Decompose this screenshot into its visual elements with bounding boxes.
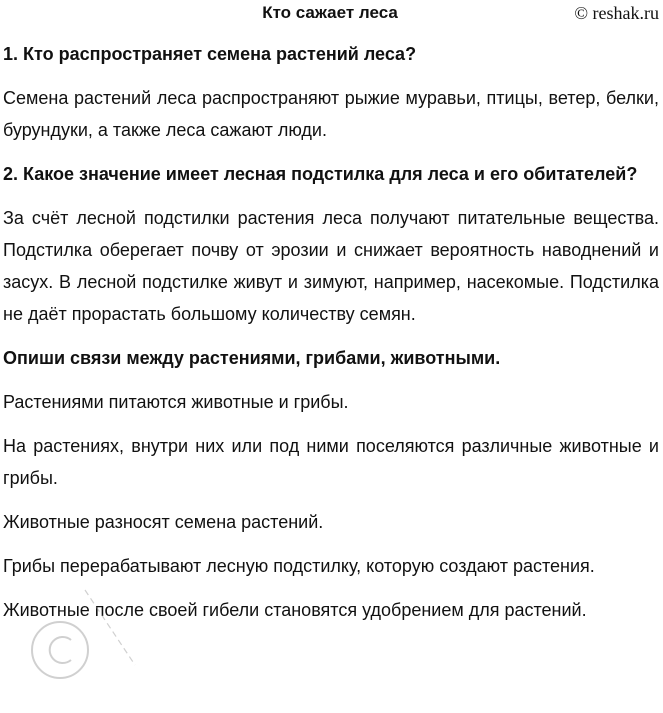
answer-3-paragraph-2: На растениях, внутри них или под ними поселяются различные животные и грибы. [3, 436, 659, 488]
answer-3-paragraph-4: Грибы перерабатывают лесную подстилку, которую создают растения. [3, 556, 595, 576]
answer-3-paragraph-3: Животные разносят семена растений. [3, 512, 324, 532]
question-3-heading: Опиши связи между растениями, грибами, животными. [3, 348, 501, 368]
copyright-label: © reshak.ru [574, 3, 659, 23]
document-body [0, 38, 663, 626]
answer-1-paragraph: Семена растений леса распространяют рыжие муравьи, птицы, ветер, белки, бурундуки, а также леса сажают люди. [3, 88, 659, 140]
answer-3-paragraph-1: Растениями питаются животные и грибы. [3, 392, 349, 412]
question-1-heading: 1. Кто распространяет семена растений леса? [3, 44, 417, 64]
page-title: Кто сажает леса [262, 3, 398, 22]
question-2-heading: 2. Какое значение имеет лесная подстилка для леса и его обитателей? [3, 164, 638, 184]
answer-2-paragraph: За счёт лесной подстилки растения леса получают питательные вещества. Подстилка оберегает почву от эрозии и снижает вероятность наводнений и засух. В лесной подстилке живут и зимуют, например, насекомые. Подстилка не даёт прорастать большому количеству семян. [3, 208, 659, 324]
page-header [0, 0, 663, 26]
answer-3-paragraph-5: Животные после своей гибели становятся удобрением для растений. [3, 600, 587, 620]
